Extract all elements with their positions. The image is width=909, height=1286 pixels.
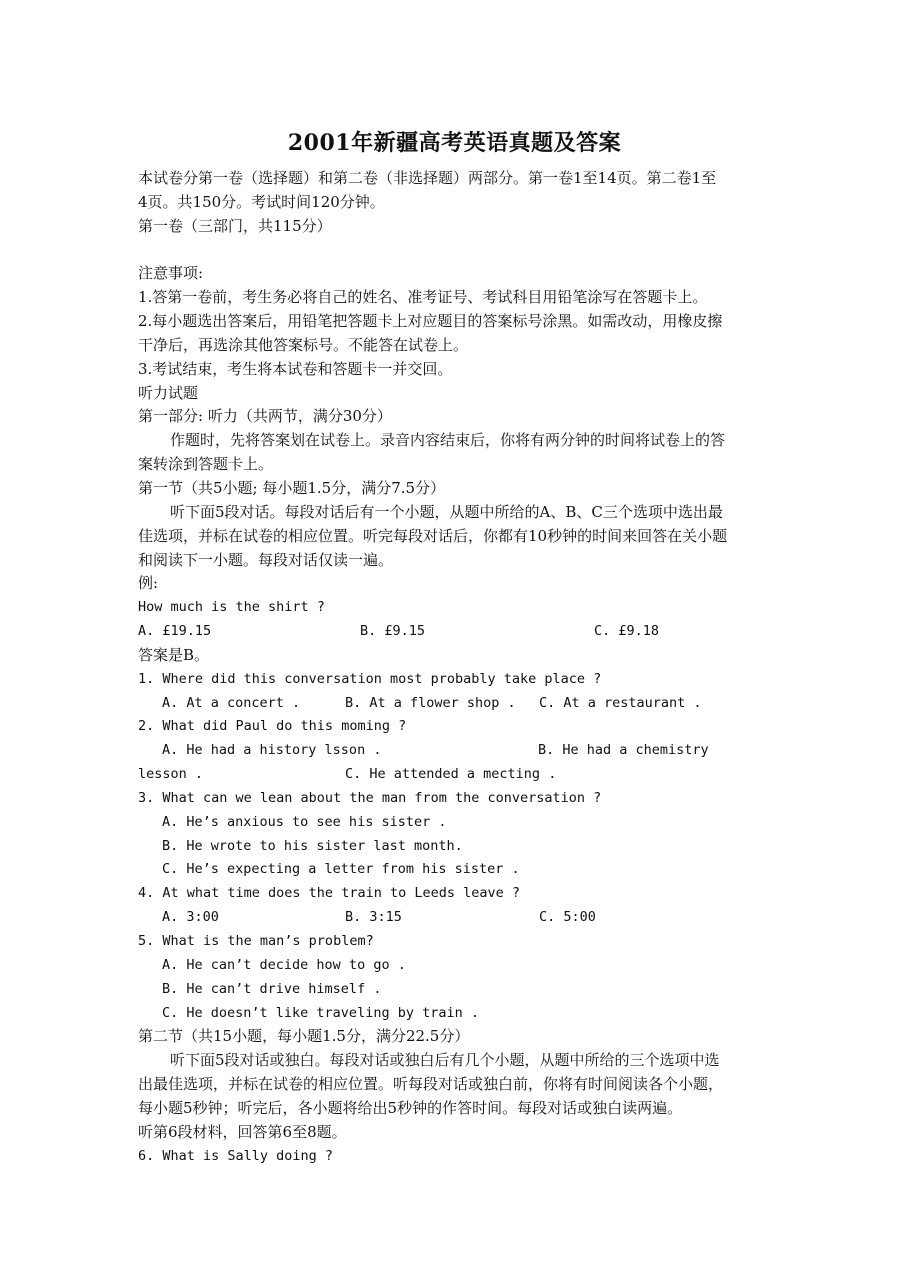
example-answer: 答案是B。 [138,645,210,664]
example-question: How much is the shirt ? [138,599,325,616]
question-5: 5. What is the man’s problem? [138,933,374,949]
q2-option-b: B. He had a chemistry [538,742,709,759]
q1-option-b: B. At a flower shop . [345,694,516,711]
note-3: 3.考试结束，考生将本试卷和答题卡一并交回。 [138,359,453,378]
section2-instruction-3: 每小题5秒钟；听完后，各小题将给出5秒钟的作答时间。每段对话或独白读两遍。 [138,1098,683,1117]
q1-option-a: A. At a concert . [162,694,301,711]
intro-line-2: 4页。共150分。考试时间120分钟。 [138,192,385,211]
q5-option-a: A. He can’t decide how to go . [162,956,406,973]
q2-option-a: A. He had a history lsson . [162,742,382,759]
intro-line-3: 第一卷（三部门，共115分） [138,216,332,235]
document-body [138,167,778,1168]
part1-instruction-1: 作题时，先将答案划在试卷上。录音内容结束后，你将有两分钟的时间将试卷上的答 [170,431,726,450]
q3-option-c: C. He’s expecting a letter from his sister . [162,861,520,878]
section2-instruction-1: 听下面5段对话或独白。每段对话或独白后有几个小题，从题中所给的三个选项中选 [170,1051,720,1070]
part1-heading: 第一部分: 听力（共两节，满分30分） [138,407,392,426]
q5-option-b: B. He can’t drive himself . [162,980,382,997]
section1-instruction-2: 佳选项，并标在试卷的相应位置。听完每段对话后，你都有10秒钟的时间来回答在关小题 [138,526,728,545]
question-3: 3. What can we lean about the man from the conversation ? [138,789,602,806]
note-2-cont: 干净后，再选涂其他答案标号。不能答在试卷上。 [138,335,469,354]
note-1: 1.答第一卷前，考生务必将自己的姓名、准考证号、考试科目用铅笔涂写在答题卡上。 [138,288,708,307]
section1-instruction-3: 和阅读下一小题。每段对话仅读一遍。 [138,550,394,569]
q4-option-c: C. 5:00 [539,909,596,926]
section2-instruction-2: 出最佳选项，并标在试卷的相应位置。听每段对话或独白前，你将有时间阅读各个小题， [138,1075,724,1094]
question-1: 1. Where did this conversation most probably take place ? [138,670,602,687]
question-1-options [138,692,778,716]
q4-option-b: B. 3:15 [345,909,402,926]
example-options [138,620,778,644]
q2-option-c: C. He attended a mecting . [345,766,557,783]
question-2-options-cont [138,763,778,787]
note-2: 2.每小题选出答案后，用铅笔把答题卡上对应题目的答案标号涂黑。如需改动，用橡皮擦 [138,312,723,331]
part1-instruction-2: 案转涂到答题卡上。 [138,455,274,474]
question-4-options [138,906,778,930]
section2-heading: 第二节（共15小题，每小题1.5分，满分22.5分） [138,1027,470,1046]
blank-line [138,239,778,263]
page-title: 2001年新疆高考英语真题及答案 [287,130,622,156]
example-option-b: B. £9.15 [360,623,426,640]
section1-heading: 第一节（共5小题; 每小题1.5分，满分7.5分） [138,478,446,497]
intro-line-1: 本试卷分第一卷（选择题）和第二卷（非选择题）两部分。第一卷1至14页。第二卷1至 [138,169,717,187]
example-label: 例: [138,574,159,593]
q1-option-c: C. At a restaurant . [539,694,702,711]
example-option-a: A. £19.15 [138,623,212,640]
q2-option-b-cont: lesson . [138,766,204,783]
q3-option-a: A. He’s anxious to see his sister . [162,813,447,830]
q4-option-a: A. 3:00 [162,909,219,926]
question-2-options [138,739,778,763]
question-6: 6. What is Sally doing ? [138,1147,334,1164]
question-2: 2. What did Paul do this moming ? [138,718,407,735]
q5-option-c: C. He doesn’t like traveling by train . [162,1004,479,1021]
question-4: 4. At what time does the train to Leeds leave ? [138,885,521,902]
section-listening: 听力试题 [138,383,199,402]
material-6: 听第6段材料，回答第6至8题。 [138,1122,347,1141]
q3-option-b: B. He wrote to his sister last month. [162,837,463,854]
notes-heading: 注意事项: [138,264,204,283]
example-option-c: C. £9.18 [594,623,660,640]
section1-instruction-1: 听下面5段对话。每段对话后有一个小题，从题中所给的A、B、C三个选项中选出最 [170,502,723,521]
